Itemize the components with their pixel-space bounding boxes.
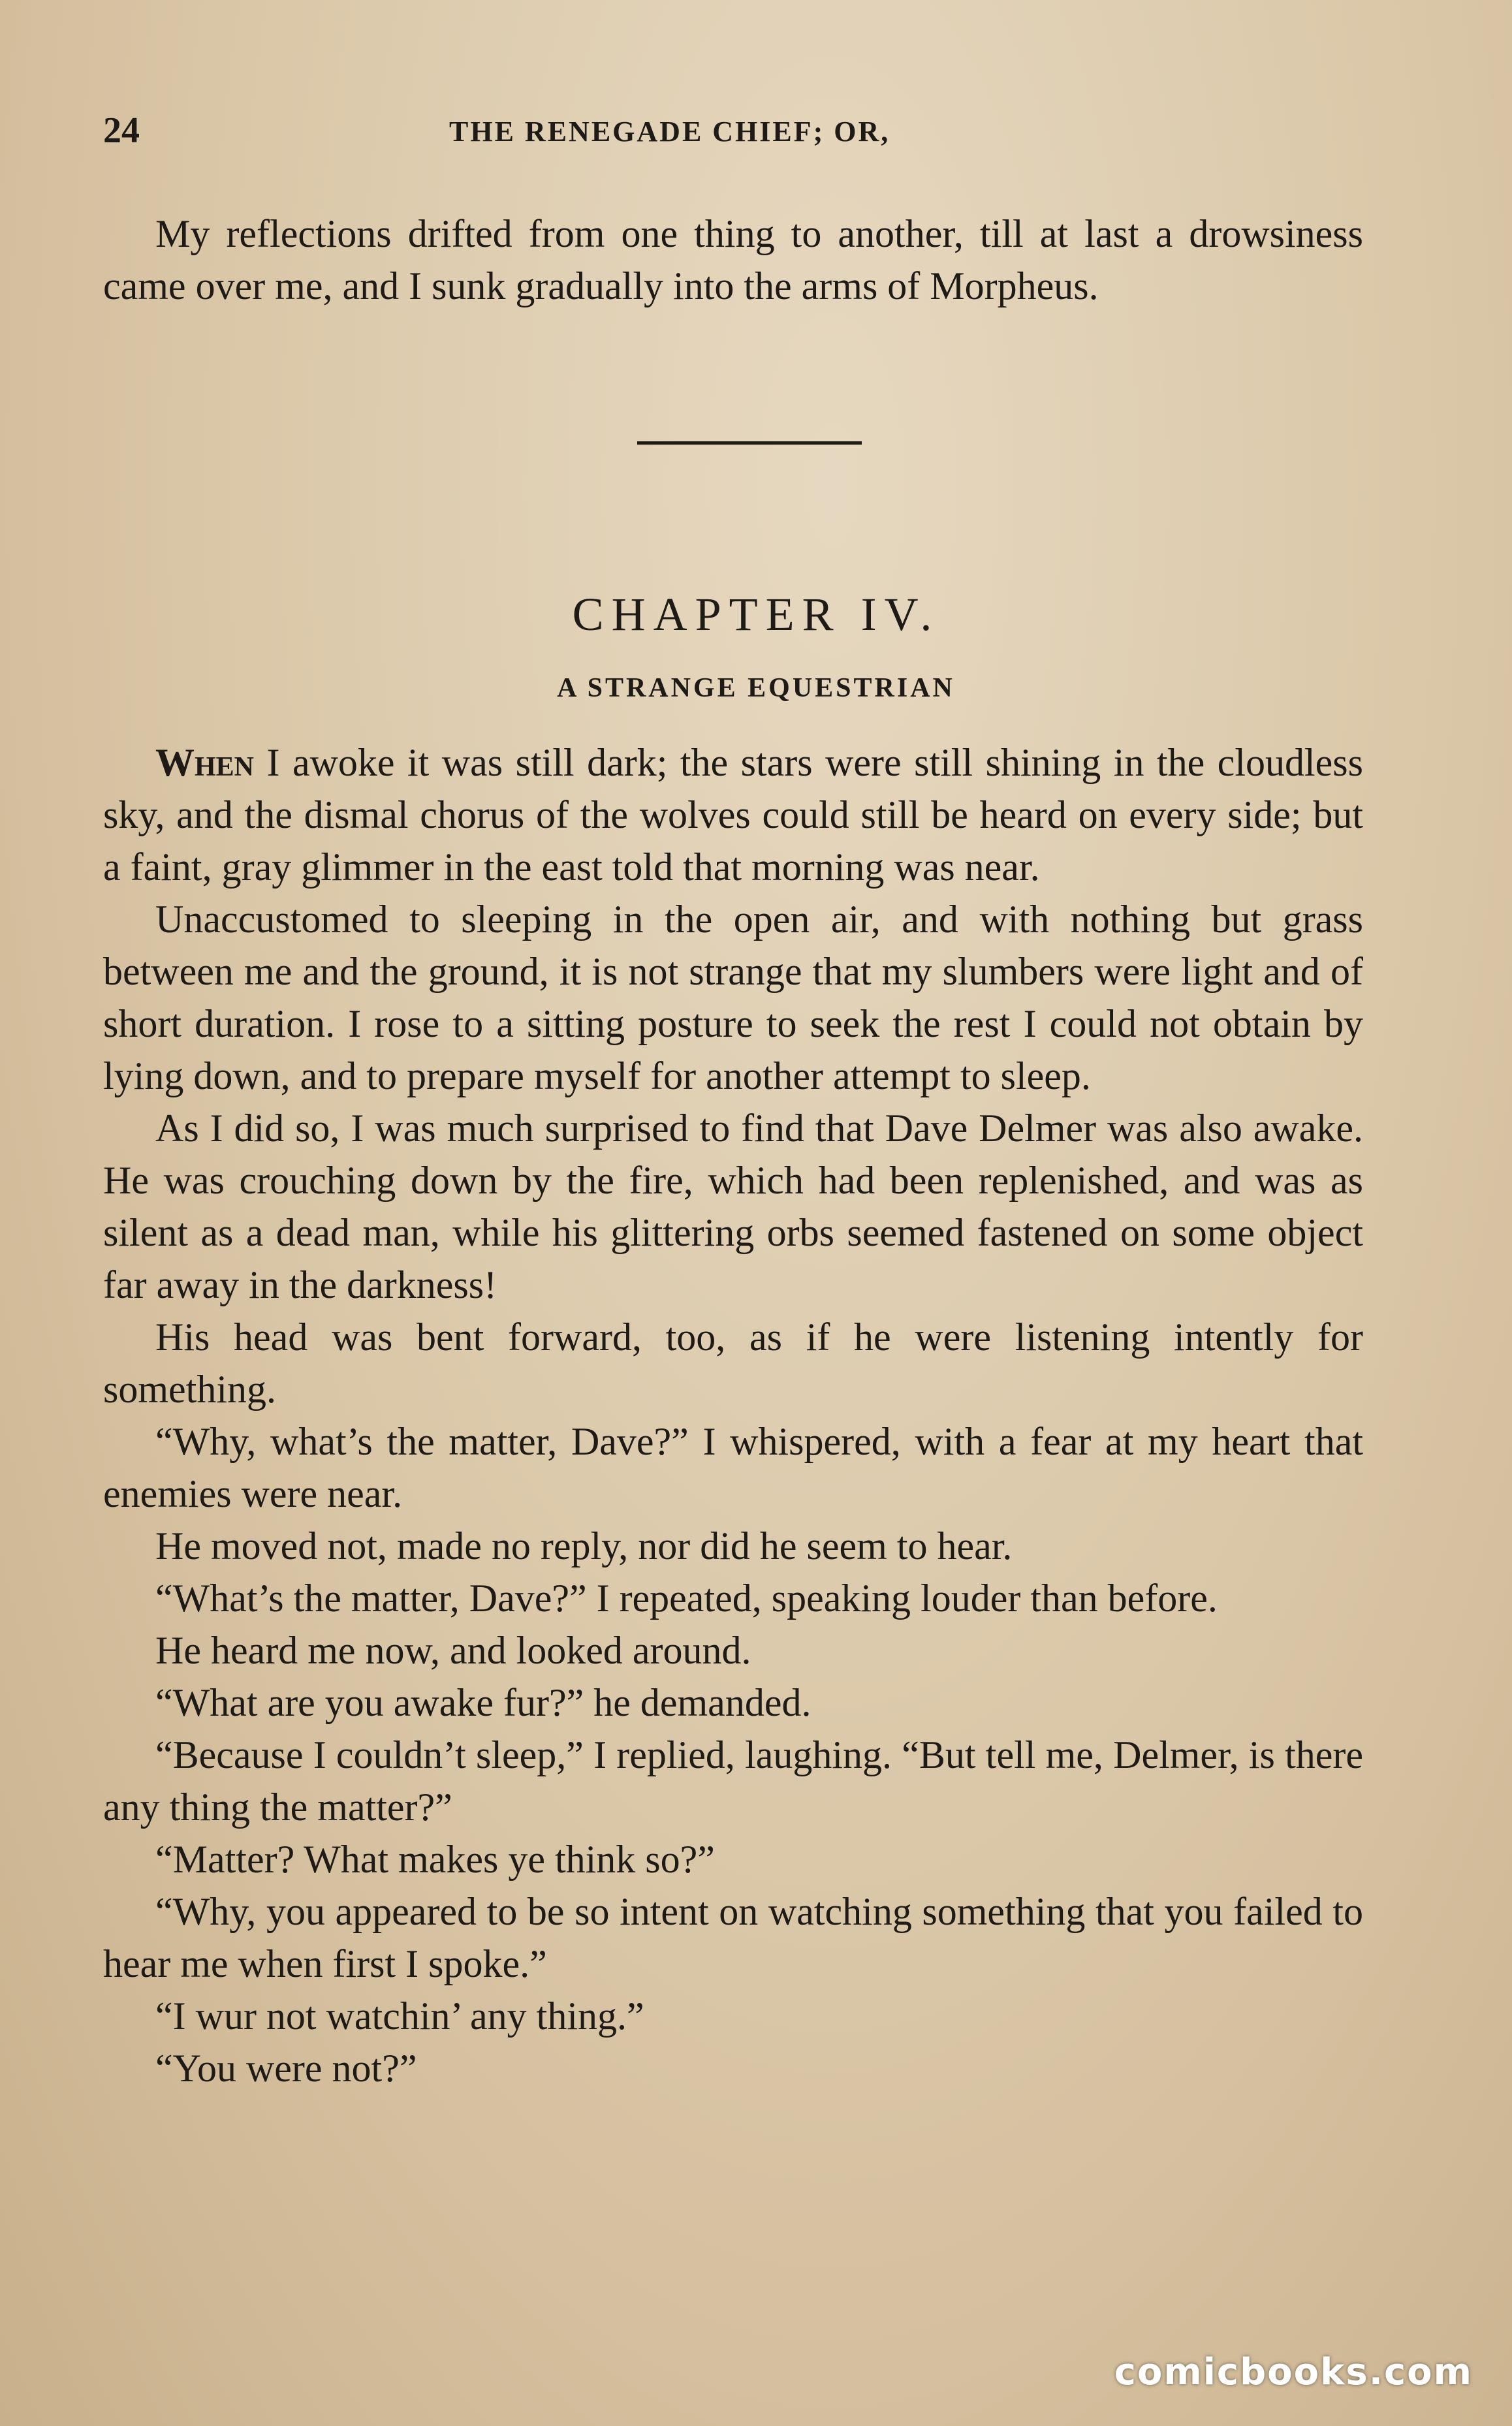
opening-word: When — [155, 741, 255, 784]
page-number: 24 — [103, 110, 140, 151]
section-divider — [637, 441, 862, 445]
chapter-subtitle: A STRANGE EQUESTRIAN — [557, 673, 955, 703]
paragraph: He moved not, made no reply, nor did he seem to hear. — [155, 1524, 1013, 1567]
opening-paragraph — [103, 736, 1363, 893]
paragraph: “Matter? What makes ye think so?” — [155, 1838, 715, 1881]
opening-text: I awoke it was still dark; the stars were still shining in the cloudless sky, and the dismal chorus of the wolves could still be heard on every side; but a faint, gray glimmer in the east told that morning was near. — [103, 741, 1363, 889]
paragraph: As I did so, I was much surprised to find that Dave Delmer was also awake. He was crouching down by the fire, which had been replenished, and was as silent as a dead man, while his glittering orbs seemed fastened on some object far away in the darkness! — [103, 1107, 1363, 1306]
chapter-heading: CHAPTER IV. — [572, 588, 940, 640]
paragraph: “What are you awake fur?” he demanded. — [155, 1681, 811, 1724]
paragraph: “I wur not watchin’ any thing.” — [155, 1994, 644, 2038]
paragraph: Unaccustomed to sleeping in the open air, and with nothing but grass between me and the ground, it is not strange that my slumbers were light and of short duration. I rose to a sitting posture to seek the rest I could not obtain by lying down, and to prepare myself for another attempt to sleep. — [103, 898, 1363, 1097]
paragraph: His head was bent forward, too, as if he were listening intently for something. — [103, 1315, 1363, 1411]
paragraph: “Why, what’s the matter, Dave?” I whispered, with a fear at my heart that enemies were near. — [103, 1420, 1363, 1515]
running-head — [103, 110, 1355, 155]
chapter-body — [103, 736, 1363, 2094]
site-watermark: comicbooks.com — [1114, 2351, 1473, 2393]
paragraph: “You were not?” — [155, 2047, 417, 2090]
running-title: THE RENEGADE CHIEF; OR, — [449, 116, 890, 148]
paragraph: He heard me now, and looked around. — [155, 1629, 751, 1672]
paragraph: “Because I couldn’t sleep,” I replied, laughing. “But tell me, Delmer, is there any thing the matter?” — [103, 1733, 1363, 1829]
paragraph: “Why, you appeared to be so intent on watching something that you failed to hear me when first I spoke.” — [103, 1890, 1363, 1985]
paragraph: “What’s the matter, Dave?” I repeated, speaking louder than before. — [155, 1577, 1218, 1620]
top-text-block — [103, 208, 1363, 312]
paragraph: My reflections drifted from one thing to another, till at last a drowsiness came over me, and I sunk gradually into the arms of Morpheus. — [103, 212, 1363, 307]
